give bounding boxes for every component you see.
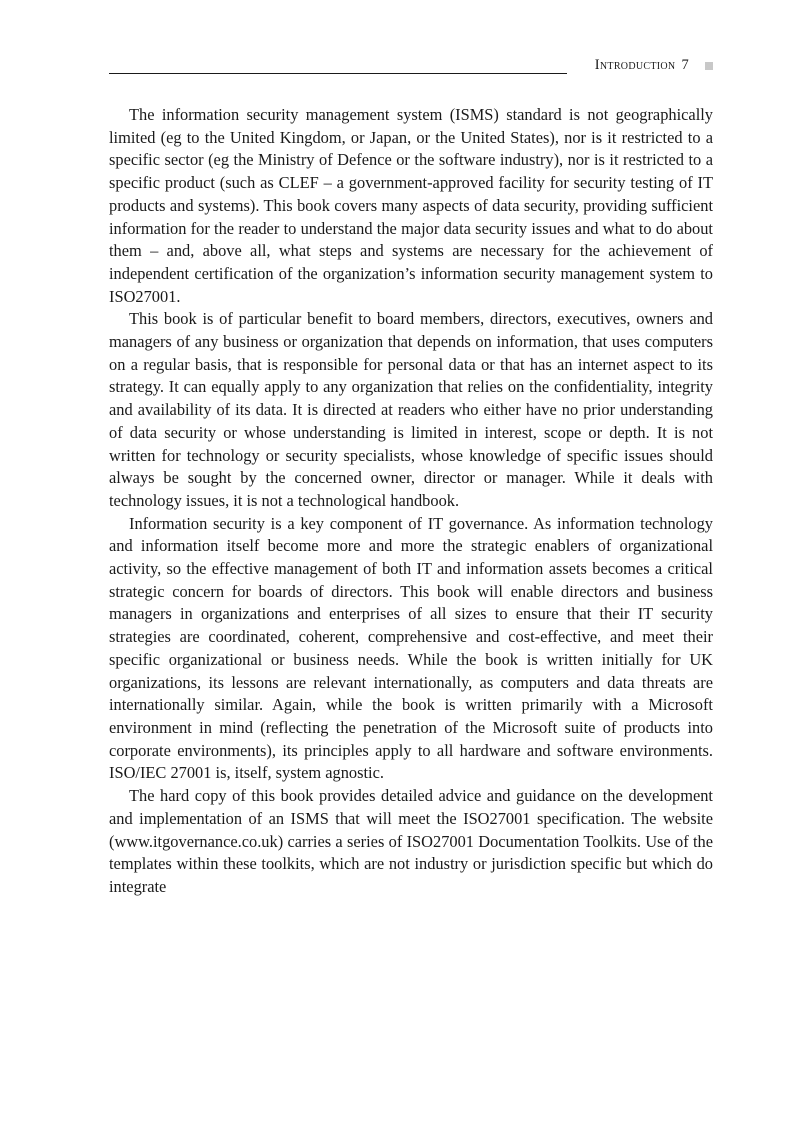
header-rule	[109, 73, 567, 74]
paragraph: This book is of particular benefit to board members, directors, executives, owners and managers of any business or organization that depends on information, that uses computers on a regular basis, that is responsible for personal data or that has an internet aspect to its strategy. It can equally apply to any organization that relies on the confidentiality, integrity and availability of its data. It is directed at readers who either have no prior understanding of data security or whose understanding is limited in interest, scope or depth. It is not written for technology or security specialists, whose knowledge of specific issues should always be sought by the concerned owner, director or manager. While it deals with technology issues, it is not a technological handbook.	[109, 309, 713, 510]
chapter-title: Introduction	[594, 57, 676, 73]
running-head	[109, 56, 713, 76]
page-number: 7	[681, 57, 689, 73]
square-marker-icon	[705, 62, 713, 70]
body-text	[109, 104, 713, 899]
paragraph: Information security is a key component of IT governance. As information technology and information itself become more and more the strategic enablers of organizational activity, so the effective management of both IT and information assets becomes a critical strategic concern for boards of directors. This book will enable directors and business managers in organizations and enterprises of all sizes to ensure that their IT security strategies are coordinated, coherent, comprehensive and cost-effective, and meet their specific organizational or business needs. While the book is written initially for UK organizations, its lessons are relevant internationally, as computers and data threats are internationally similar. Again, while the book is written primarily with a Microsoft environment in mind (reflecting the penetration of the Microsoft suite of products into corporate environments), its principles apply to all hardware and software environments. ISO/IEC 27001 is, itself, system agnostic.	[109, 513, 713, 783]
paragraph: The information security management system (ISMS) standard is not geographically limited (eg to the United Kingdom, or Japan, or the United States), nor is it restricted to a specific sector (eg the Ministry of Defence or the software industry), nor is it restricted to a specific product (such as CLEF – a government-approved facility for security testing of IT products and systems). This book covers many aspects of data security, providing sufficient information for the reader to understand the major data security issues and what to do about them – and, above all, what steps and systems are necessary for the achievement of independent certification of the organization’s information security management system to ISO27001.	[109, 105, 713, 306]
header-text	[595, 57, 713, 74]
paragraph: The hard copy of this book provides detailed advice and guidance on the development and implementation of an ISMS that will meet the ISO27001 specification. The website (www.itgovernance.co.uk) carries a series of ISO27001 Documentation Toolkits. Use of the templates within these toolkits, which are not industry or jurisdiction specific but which do integrate	[109, 786, 713, 896]
